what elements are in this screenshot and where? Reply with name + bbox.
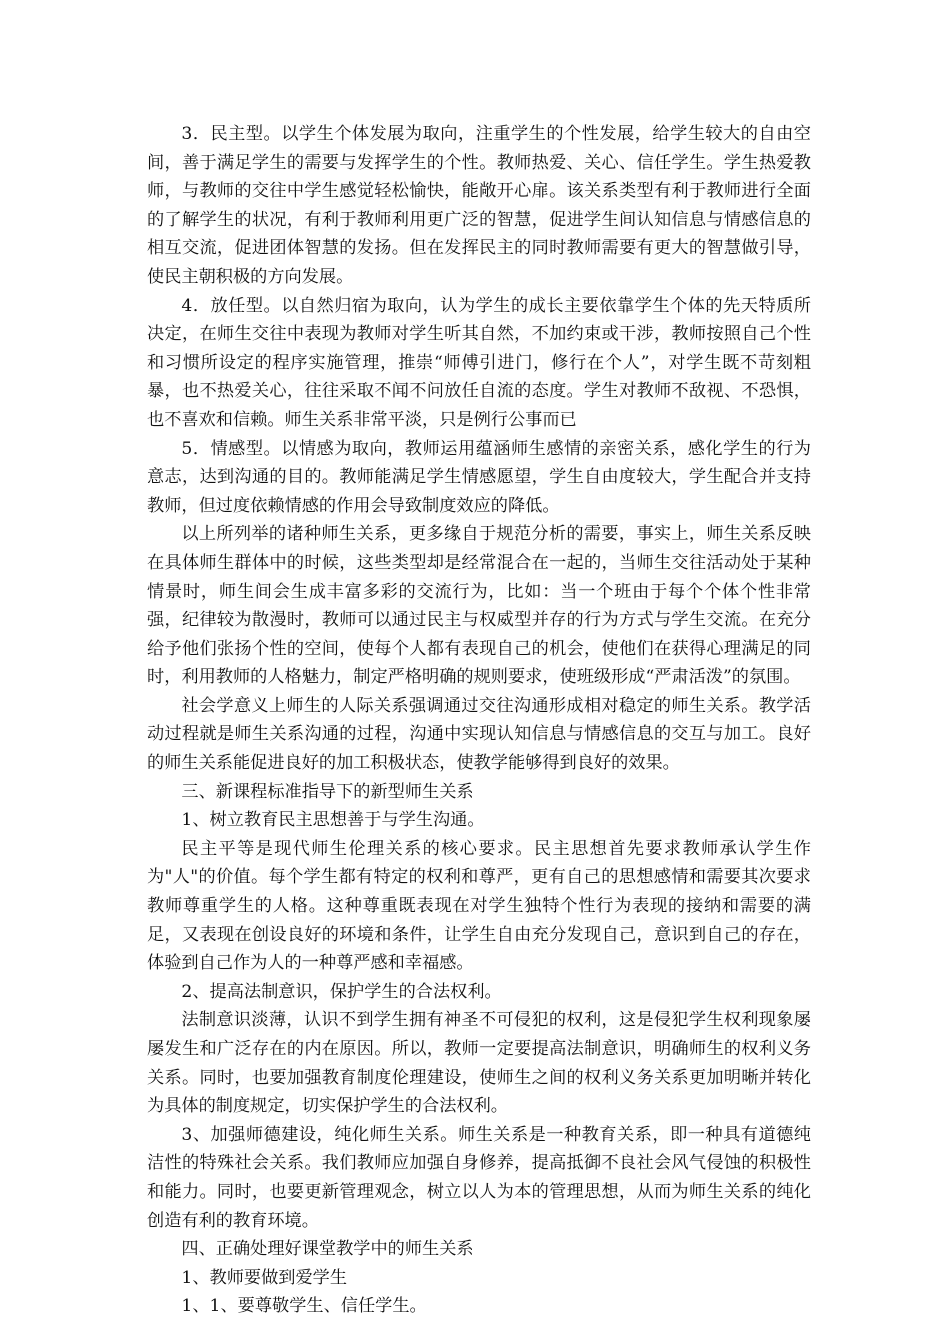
subheading-legal-awareness: 2、提高法制意识，保护学生的合法权利。	[181, 981, 502, 1002]
paragraph-mixed-types: 以上所列举的诸种师生关系，更多缘自于规范分析的需要，事实上，师生关系反映在具体师生群体中的时候，这些类型却是经常混合在一起的，当师生交往活动处于某种情景时，师生间会生成丰富多彩的交流行为，比如：当一个班由于每个个体个性非常强，纪律较为散漫时，教师可以通过民主与权威型并存的行为方式与学生交流。在充分给予他们张扬个性的空间，使每个人都有表现自己的机会，使他们在获得心理满足的同时，利用教师的人格魅力，制定严格明确的规则要求，使班级形成“严肃活泼”的氛围。	[147, 524, 811, 688]
paragraph-legal-awareness: 法制意识淡薄，认识不到学生拥有神圣不可侵犯的权利，这是侵犯学生权利现象屡屡发生和广泛存在的内在原因。所以，教师一定要提高法制意识，明确师生的权利义务关系。同时，也要加强教育制度伦理建设，使师生之间的权利义务关系更加明晰并转化为具体的制度规定，切实保护学生的合法权利。	[147, 1010, 811, 1117]
paragraph-democracy-equality: 民主平等是现代师生伦理关系的核心要求。民主思想首先要求教师承认学生作为"人"的价值。每个学生都有特定的权利和尊严，更有自己的思想感情和需要其次要求教师尊重学生的人格。这种尊重既表现在对学生独特个性行为表现的接纳和需要的满足，又表现在创设良好的环境和条件，让学生自由充分发现自己，意识到自己的存在，体验到自己作为人的一种尊严感和幸福感。	[147, 838, 811, 974]
paragraph-sociological-meaning: 社会学意义上师生的人际关系强调通过交往沟通形成相对稳定的师生关系。教学活动过程就是师生关系沟通的过程，沟通中实现认知信息与情感信息的交互与加工。良好的师生关系能促进良好的加工积极状态，使教学能够得到良好的效果。	[147, 695, 811, 774]
subheading-love-students: 1、教师要做到爱学生	[181, 1267, 348, 1288]
paragraph-laissez-faire-type: 4．放任型。以自然归宿为取向，认为学生的成长主要依靠学生个体的先天特质所决定，在师生交往中表现为教师对学生听其自然，不加约束或干涉，教师按照自己个性和习惯所设定的程序实施管理，推崇“师傅引进门，修行在个人”，对学生既不苛刻粗暴，也不热爱关心，往往采取不闻不问放任自流的态度。学生对教师不敌视、不恐惧，也不喜欢和信赖。师生关系非常平淡，只是例行公事而已	[147, 295, 811, 430]
subheading-democracy: 1、树立教育民主思想善于与学生沟通。	[181, 810, 485, 831]
paragraph-teacher-ethics: 3、加强师德建设，纯化师生关系。师生关系是一种教育关系，即一种具有道德纯洁性的特殊社会关系。我们教师应加强自身修养，提高抵御不良社会风气侵蚀的积极性和能力。同时，也要更新管理观念，树立以人为本的管理思想，从而为师生关系的纯化创造有利的教育环境。	[147, 1124, 811, 1231]
paragraph-democratic-type: 3．民主型。以学生个体发展为取向，注重学生的个性发展，给学生较大的自由空间，善于满足学生的需要与发挥学生的个性。教师热爱、关心、信任学生。学生热爱教师，与教师的交往中学生感觉轻松愉快，能敞开心扉。该关系类型有利于教师进行全面的了解学生的状况，有利于教师利用更广泛的智慧，促进学生间认知信息与情感信息的相互交流，促进团体智慧的发扬。但在发挥民主的同时教师需要有更大的智慧做引导，使民主朝积极的方向发展。	[147, 124, 811, 287]
section-heading-3: 三、新课程标准指导下的新型师生关系	[181, 781, 474, 802]
paragraph-emotional-type: 5．情感型。以情感为取向，教师运用蕴涵师生感情的亲密关系，感化学生的行为意志，达到沟通的目的。教师能满足学生情感愿望，学生自由度较大，学生配合并支持教师，但过度依赖情感的作用会导致制度效应的降低。	[147, 438, 811, 516]
subheading-respect-trust: 1、1、要尊敬学生、信任学生。	[181, 1296, 427, 1317]
document-body	[147, 120, 811, 1321]
section-heading-4: 四、正确处理好课堂教学中的师生关系	[181, 1239, 474, 1260]
